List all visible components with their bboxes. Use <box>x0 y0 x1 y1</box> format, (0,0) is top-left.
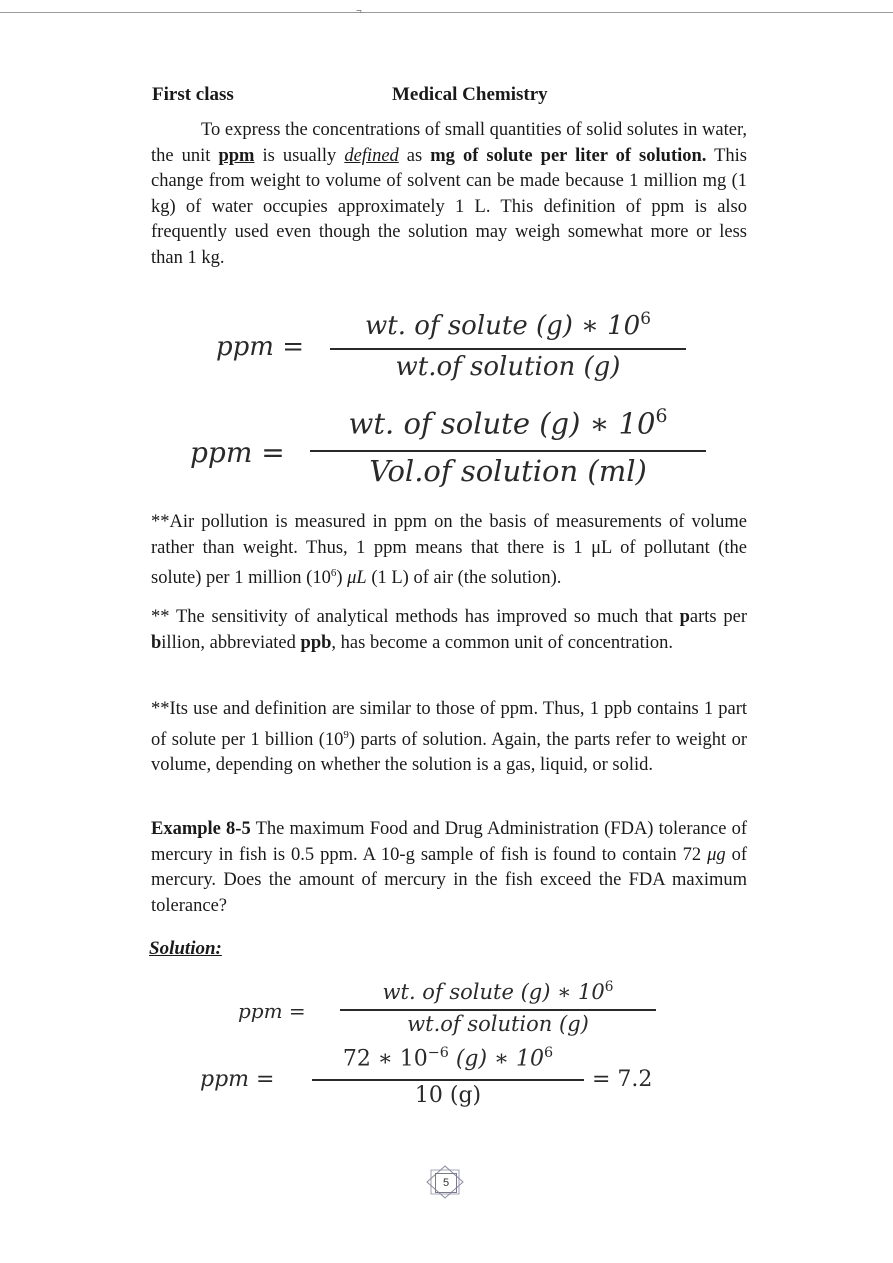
eq-denominator: wt.of solution (g) <box>395 352 621 382</box>
paragraph-ppb-definition <box>151 697 747 779</box>
eq-lhs: ppm = <box>238 999 306 1023</box>
fraction-bar <box>340 1009 656 1011</box>
solution-label: Solution: <box>149 938 222 959</box>
equation-ppm-result <box>0 1045 893 1120</box>
text: illion, abbreviated <box>161 632 301 653</box>
eq-result: = 7.2 <box>592 1067 653 1092</box>
ppm-term: ppm <box>218 145 255 166</box>
text: arts per <box>689 607 747 627</box>
bold-letter: b <box>151 632 162 653</box>
microliter-unit: μL <box>347 568 367 589</box>
text: ) parts of solution. Again, the parts refer to weight or volume, depending on whether the solution is a gas, liquid, or solid. <box>151 729 747 776</box>
page-number: 5 <box>435 1173 457 1193</box>
numerator-part: 72 ∗ 10 <box>342 1046 428 1072</box>
exponent: 6 <box>655 406 668 427</box>
header-class: First class <box>152 84 234 105</box>
text: **Its use and definition are similar to those of ppm. Thus, 1 ppb contains 1 part of solute per 1 billion (10 <box>151 699 747 750</box>
exponent: 6 <box>604 979 614 995</box>
numerator-part: (g) ∗ 10 <box>448 1046 545 1072</box>
exponent: 6 <box>544 1045 554 1061</box>
text: as <box>398 145 431 166</box>
fraction-bar <box>330 348 686 350</box>
eq-denominator: 10 (g) <box>414 1083 482 1108</box>
header-subject: Medical Chemistry <box>392 84 548 105</box>
exponent: 9 <box>343 728 349 741</box>
top-mark: ¬ <box>356 6 362 17</box>
exponent: 6 <box>330 567 337 579</box>
text: The maximum Food and Drug Administration (FDA) tolerance of mercury in fish is 0.5 ppm. A 10-g sample of fish is found to contain 72 <box>151 819 747 865</box>
text: **Air pollution is measured in ppm on the basis of measurements of volume rather than weight. Thus, 1 ppm means that there is 1 μL of pollutant (the solute) per 1 million (10 <box>151 512 747 589</box>
equation-ppm-volume <box>0 400 893 500</box>
text: of mercury. Does the amount of mercury in the fish exceed the FDA maximum tolerance? <box>151 844 747 916</box>
numerator-text: wt. of solute (g) ∗ 10 <box>382 980 605 1005</box>
eq-numerator <box>310 406 706 440</box>
text: This change from weight to volume of solvent can be made because 1 million mg (1 kg) of water occupies approximately 1 L. This definition of ppm is also frequently used even though the solution may weigh somewhat more or less than 1 kg. <box>151 145 747 268</box>
text: ** The sensitivity of analytical methods has improved so much that <box>151 607 680 627</box>
numerator-text: wt. of solute (g) ∗ 10 <box>348 406 656 441</box>
equation-ppm-solution <box>0 975 893 1045</box>
exponent: −6 <box>427 1045 449 1061</box>
exponent: 6 <box>640 308 651 328</box>
fraction-bar <box>310 450 706 452</box>
paragraph-ppb <box>151 605 747 656</box>
numerator-text: wt. of solute (g) ∗ 10 <box>365 311 641 342</box>
eq-lhs: ppm = <box>216 332 304 362</box>
defined-term: defined <box>344 145 399 166</box>
fraction-bar <box>312 1079 584 1081</box>
page-number-ornament <box>425 1165 465 1199</box>
paragraph-air-pollution <box>151 510 747 592</box>
text: ) <box>336 568 348 589</box>
definition-bold: mg of solute per liter of solution. <box>430 145 707 166</box>
example-8-5 <box>151 817 747 919</box>
text: To express the concentrations of small quantities of solid solutes in water, the unit <box>151 120 747 166</box>
eq-denominator: Vol.of solution (ml) <box>369 454 647 488</box>
bold-letter: p <box>679 607 690 627</box>
example-label: Example 8-5 <box>151 819 251 839</box>
top-rule <box>0 12 893 13</box>
ppb-term: ppb <box>300 632 332 653</box>
text: is usually <box>254 145 345 166</box>
equation-ppm-weight <box>0 300 893 390</box>
microgram-unit: μg <box>707 844 726 865</box>
eq-numerator <box>312 1045 584 1072</box>
text: , has become a common unit of concentration. <box>331 632 674 653</box>
paragraph-ppm-definition <box>151 118 747 271</box>
eq-denominator: wt.of solution (g) <box>407 1012 589 1036</box>
eq-numerator <box>340 979 656 1004</box>
eq-lhs: ppm = <box>190 436 285 469</box>
text: (1 L) of air (the solution). <box>366 568 562 589</box>
eq-numerator <box>330 308 686 341</box>
eq-lhs: ppm = <box>200 1067 275 1092</box>
